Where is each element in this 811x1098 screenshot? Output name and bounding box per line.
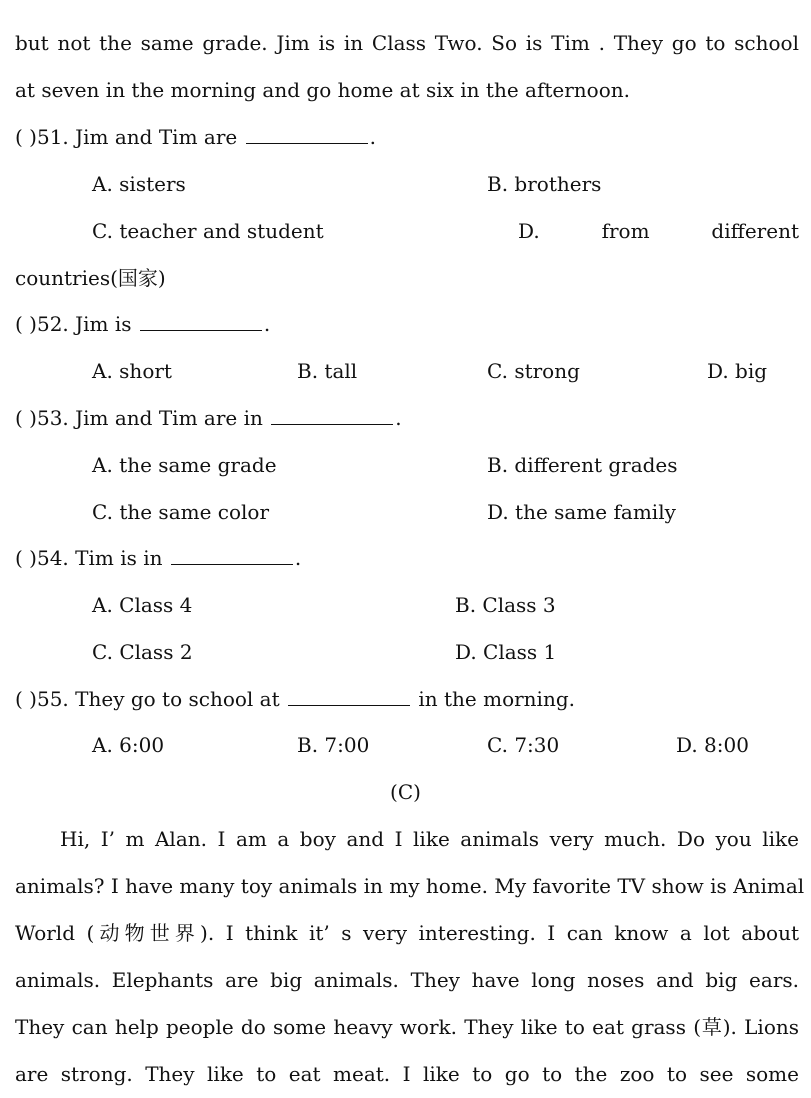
option-letter: B. [487,172,509,196]
passage-line: are strong. They like to eat meat. I like to go to the zoo to see some [15,1062,799,1086]
answer-blank [140,312,262,331]
option-letter: A. [92,453,113,477]
option-text: strong [514,359,580,383]
passage-line: World (动物世界). I think it’ s very interesting. I can know a lot about [15,921,799,945]
option-text: tall [324,359,358,383]
option-letter: D. [676,733,698,757]
question-stem: They go to school at [75,687,280,711]
passage-line: Hi, I’ m Alan. I am a boy and I like animals very much. Do you like [60,827,799,851]
answer-blank [288,687,410,706]
option-letter: C. [92,219,113,243]
option-b[interactable] [297,722,369,769]
question-stem-end: . [369,125,376,149]
option-letter: A. [92,593,113,617]
option-d[interactable] [518,208,799,255]
question-number: 51. [36,125,69,149]
question-number: 53. [36,406,69,430]
passage-line: animals. Elephants are big animals. They have long noses and big ears. [15,968,799,992]
option-text: 8:00 [704,733,749,757]
option-text: Class 2 [119,640,193,664]
question-number: 55. [36,687,69,711]
answer-blank [246,125,368,144]
question-stem: Jim is [75,312,132,336]
option-letter: B. [455,593,477,617]
question-55 [15,676,799,723]
option-c[interactable] [487,348,580,395]
option-d[interactable] [676,722,749,769]
option-text: short [119,359,172,383]
question-stem-end: . [294,546,302,570]
option-b[interactable] [297,348,357,395]
section-heading: (C) [390,780,421,804]
question-stem: Jim and Tim are in [75,406,263,430]
passage-line: but not the same grade. Jim is in Class Two. So is Tim . They go to school [15,31,799,55]
option-b[interactable] [487,442,678,489]
option-letter: B. [297,733,319,757]
passage-line: animals? I have many toy animals in my home. My favorite TV show is Animal [15,874,805,898]
passage-line: at seven in the morning and go home at six in the afternoon. [15,78,630,102]
option-text: Class 3 [482,593,556,617]
option-text: Class 1 [483,640,557,664]
passage-line: They can help people do some heavy work. They like to eat grass (草). Lions [15,1015,799,1039]
option-c[interactable] [92,208,324,255]
answer-blank [171,546,293,565]
option-d[interactable] [707,348,767,395]
option-text: 7:00 [324,733,370,757]
option-text: 7:30 [514,733,560,757]
option-d[interactable] [455,629,556,676]
option-a[interactable] [92,722,164,769]
question-number: 52. [36,312,69,336]
option-text: different grades [514,453,678,477]
option-text: the same family [515,500,676,524]
option-text: from different [601,219,799,243]
option-d[interactable] [487,489,676,536]
option-letter: D. [487,500,509,524]
option-b[interactable] [455,582,556,629]
question-53 [15,395,799,442]
option-letter: B. [297,359,319,383]
option-text: sisters [119,172,186,196]
answer-paren[interactable]: ( ) [15,125,37,149]
option-letter: D. [518,219,540,243]
question-stem: Jim and Tim are [75,125,238,149]
option-text: the same grade [119,453,277,477]
option-c[interactable] [92,629,193,676]
option-letter: A. [92,359,113,383]
option-c[interactable] [487,722,559,769]
question-stem-end: . [395,406,402,430]
option-letter: D. [707,359,729,383]
option-text: the same color [119,500,270,524]
option-a[interactable] [92,161,186,208]
question-51 [15,114,799,161]
option-letter: A. [92,172,113,196]
question-54 [15,535,799,582]
option-letter: C. [92,500,113,524]
option-c[interactable] [92,489,269,536]
option-letter: B. [487,453,509,477]
question-number: 54. [36,546,69,570]
option-letter: C. [92,640,113,664]
option-text: Class 4 [119,593,193,617]
option-a[interactable] [92,582,192,629]
question-52 [15,301,799,348]
question-stem-end: . [263,312,271,336]
answer-paren[interactable]: ( ) [15,406,37,430]
option-text: big [735,359,768,383]
option-d-wrap: countries(国家) [15,266,166,290]
option-letter: C. [487,733,508,757]
option-a[interactable] [92,442,277,489]
option-letter: A. [92,733,113,757]
option-letter: C. [487,359,508,383]
option-letter: D. [455,640,477,664]
answer-blank [271,406,393,425]
option-a[interactable] [92,348,172,395]
option-text: brothers [514,172,602,196]
option-b[interactable] [487,161,601,208]
option-text: 6:00 [119,733,165,757]
question-stem: Tim is in [75,546,163,570]
answer-paren[interactable]: ( ) [15,687,37,711]
option-text: teacher and student [119,219,324,243]
answer-paren[interactable]: ( ) [15,546,37,570]
question-stem-end: in the morning. [418,687,575,711]
answer-paren[interactable]: ( ) [15,312,37,336]
